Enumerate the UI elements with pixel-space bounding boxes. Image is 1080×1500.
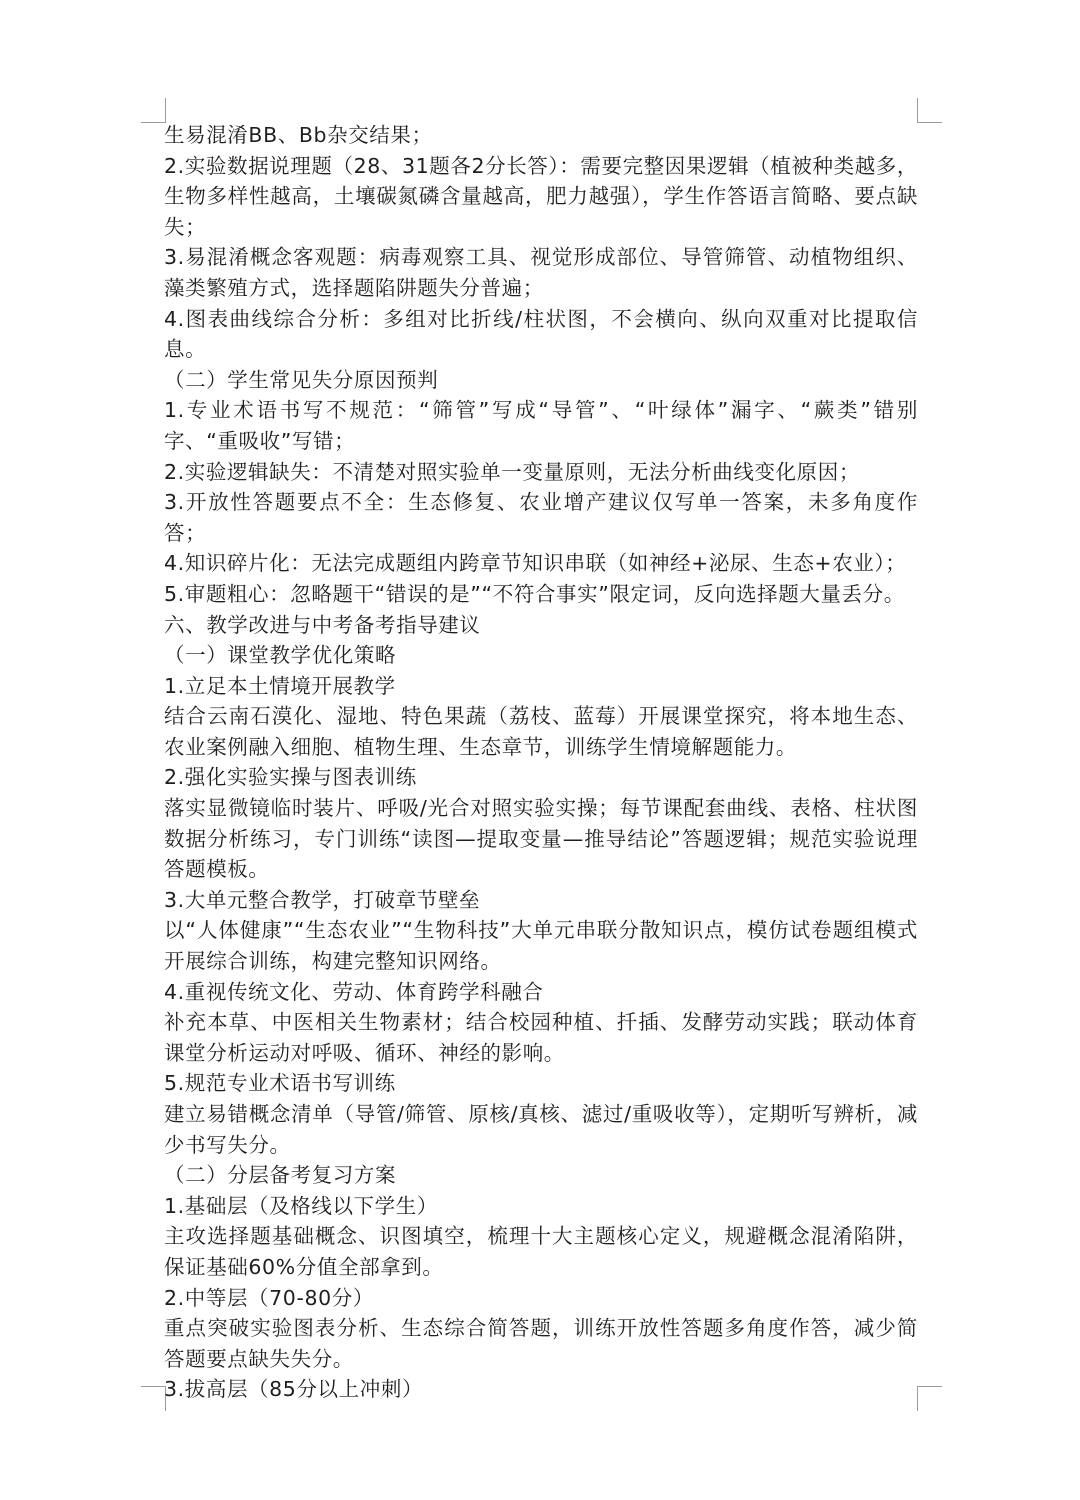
paragraph: 4.知识碎片化：无法完成题组内跨章节知识串联（如神经+泌尿、生态+农业）；: [164, 551, 907, 576]
item-heading: 4.重视传统文化、劳动、体育跨学科融合: [164, 979, 544, 1004]
paragraph: 3.易混淆概念客观题：病毒观察工具、视觉形成部位、导管筛管、动植物组织、藻类繁殖方式，选择题陷阱题失分普遍；: [164, 245, 918, 300]
item-heading: 1.立足本土情境开展教学: [164, 673, 396, 698]
item-heading: 2.中等层（70-80分）: [164, 1285, 374, 1310]
item-heading: 3.拔高层（85分以上冲刺）: [164, 1377, 424, 1402]
paragraph: 以“人体健康”“生态农业”“生物科技”大单元串联分散知识点，模仿试卷题组模式开展综合训练，构建完整知识网络。: [164, 918, 918, 974]
paragraph: 生易混淆BB、Bb杂交结果；: [164, 123, 433, 147]
paragraph: 2.实验逻辑缺失：不清楚对照实验单一变量原则，无法分析曲线变化原因；: [164, 459, 860, 484]
item-heading: 5.规范专业术语书写训练: [164, 1071, 396, 1096]
paragraph: 补充本草、中医相关生物素材；结合校园种植、扦插、发酵劳动实践；联动体育课堂分析运动对呼吸、循环、神经的影响。: [164, 1010, 918, 1065]
paragraph: 2.实验数据说理题（28、31题各2分长答）：需要完整因果逻辑（植被种类越多，生物多样性越高，土壤碳氮磷含量越高，肥力越强），学生作答语言简略、要点缺失；: [164, 153, 918, 239]
item-heading: 3.大单元整合教学，打破章节壁垒: [164, 887, 481, 912]
paragraph: 落实显微镜临时装片、呼吸/光合对照实验实操；每节课配套曲线、表格、柱状图数据分析练习，专门训练“读图—提取变量—推导结论”答题逻辑；规范实验说理答题模板。: [164, 796, 918, 882]
document-body: [164, 120, 918, 1405]
paragraph: 主攻选择题基础概念、识图填空，梳理十大主题核心定义，规避概念混淆陷阱，保证基础60%分值全部拿到。: [164, 1224, 918, 1279]
paragraph: 1.专业术语书写不规范：“筛管”写成“导管”、“叶绿体”漏字、“蕨类”错别字、“重吸收”写错；: [164, 398, 918, 453]
section-heading: （二）分层备考复习方案: [164, 1163, 397, 1188]
paragraph: 重点突破实验图表分析、生态综合简答题，训练开放性答题多角度作答，减少简答题要点缺失失分。: [164, 1316, 918, 1371]
section-heading: （二）学生常见失分原因预判: [164, 367, 439, 392]
crop-mark-top-left: [141, 98, 166, 123]
paragraph: 建立易错概念清单（导管/筛管、原核/真核、滤过/重吸收等），定期听写辨析，减少书写失分。: [164, 1102, 918, 1157]
chapter-heading: 六、教学改进与中考备考指导建议: [164, 612, 481, 637]
section-heading: （一）课堂教学优化策略: [164, 643, 397, 668]
crop-mark-bottom-left: [141, 1386, 166, 1411]
item-heading: 2.强化实验实操与图表训练: [164, 765, 417, 790]
crop-mark-top-right: [917, 98, 942, 123]
paragraph: 结合云南石漠化、湿地、特色果蔬（荔枝、蓝莓）开展课堂探究，将本地生态、农业案例融入细胞、植物生理、生态章节，训练学生情境解题能力。: [164, 704, 918, 759]
item-heading: 1.基础层（及格线以下学生）: [164, 1193, 438, 1218]
paragraph: 5.审题粗心：忽略题干“错误的是”“不符合事实”限定词，反向选择题大量丢分。: [164, 581, 905, 606]
crop-mark-bottom-right: [917, 1386, 942, 1411]
paragraph: 4.图表曲线综合分析：多组对比折线/柱状图，不会横向、纵向双重对比提取信息。: [164, 306, 918, 362]
paragraph: 3.开放性答题要点不全：生态修复、农业增产建议仅写单一答案，未多角度作答；: [164, 490, 918, 545]
